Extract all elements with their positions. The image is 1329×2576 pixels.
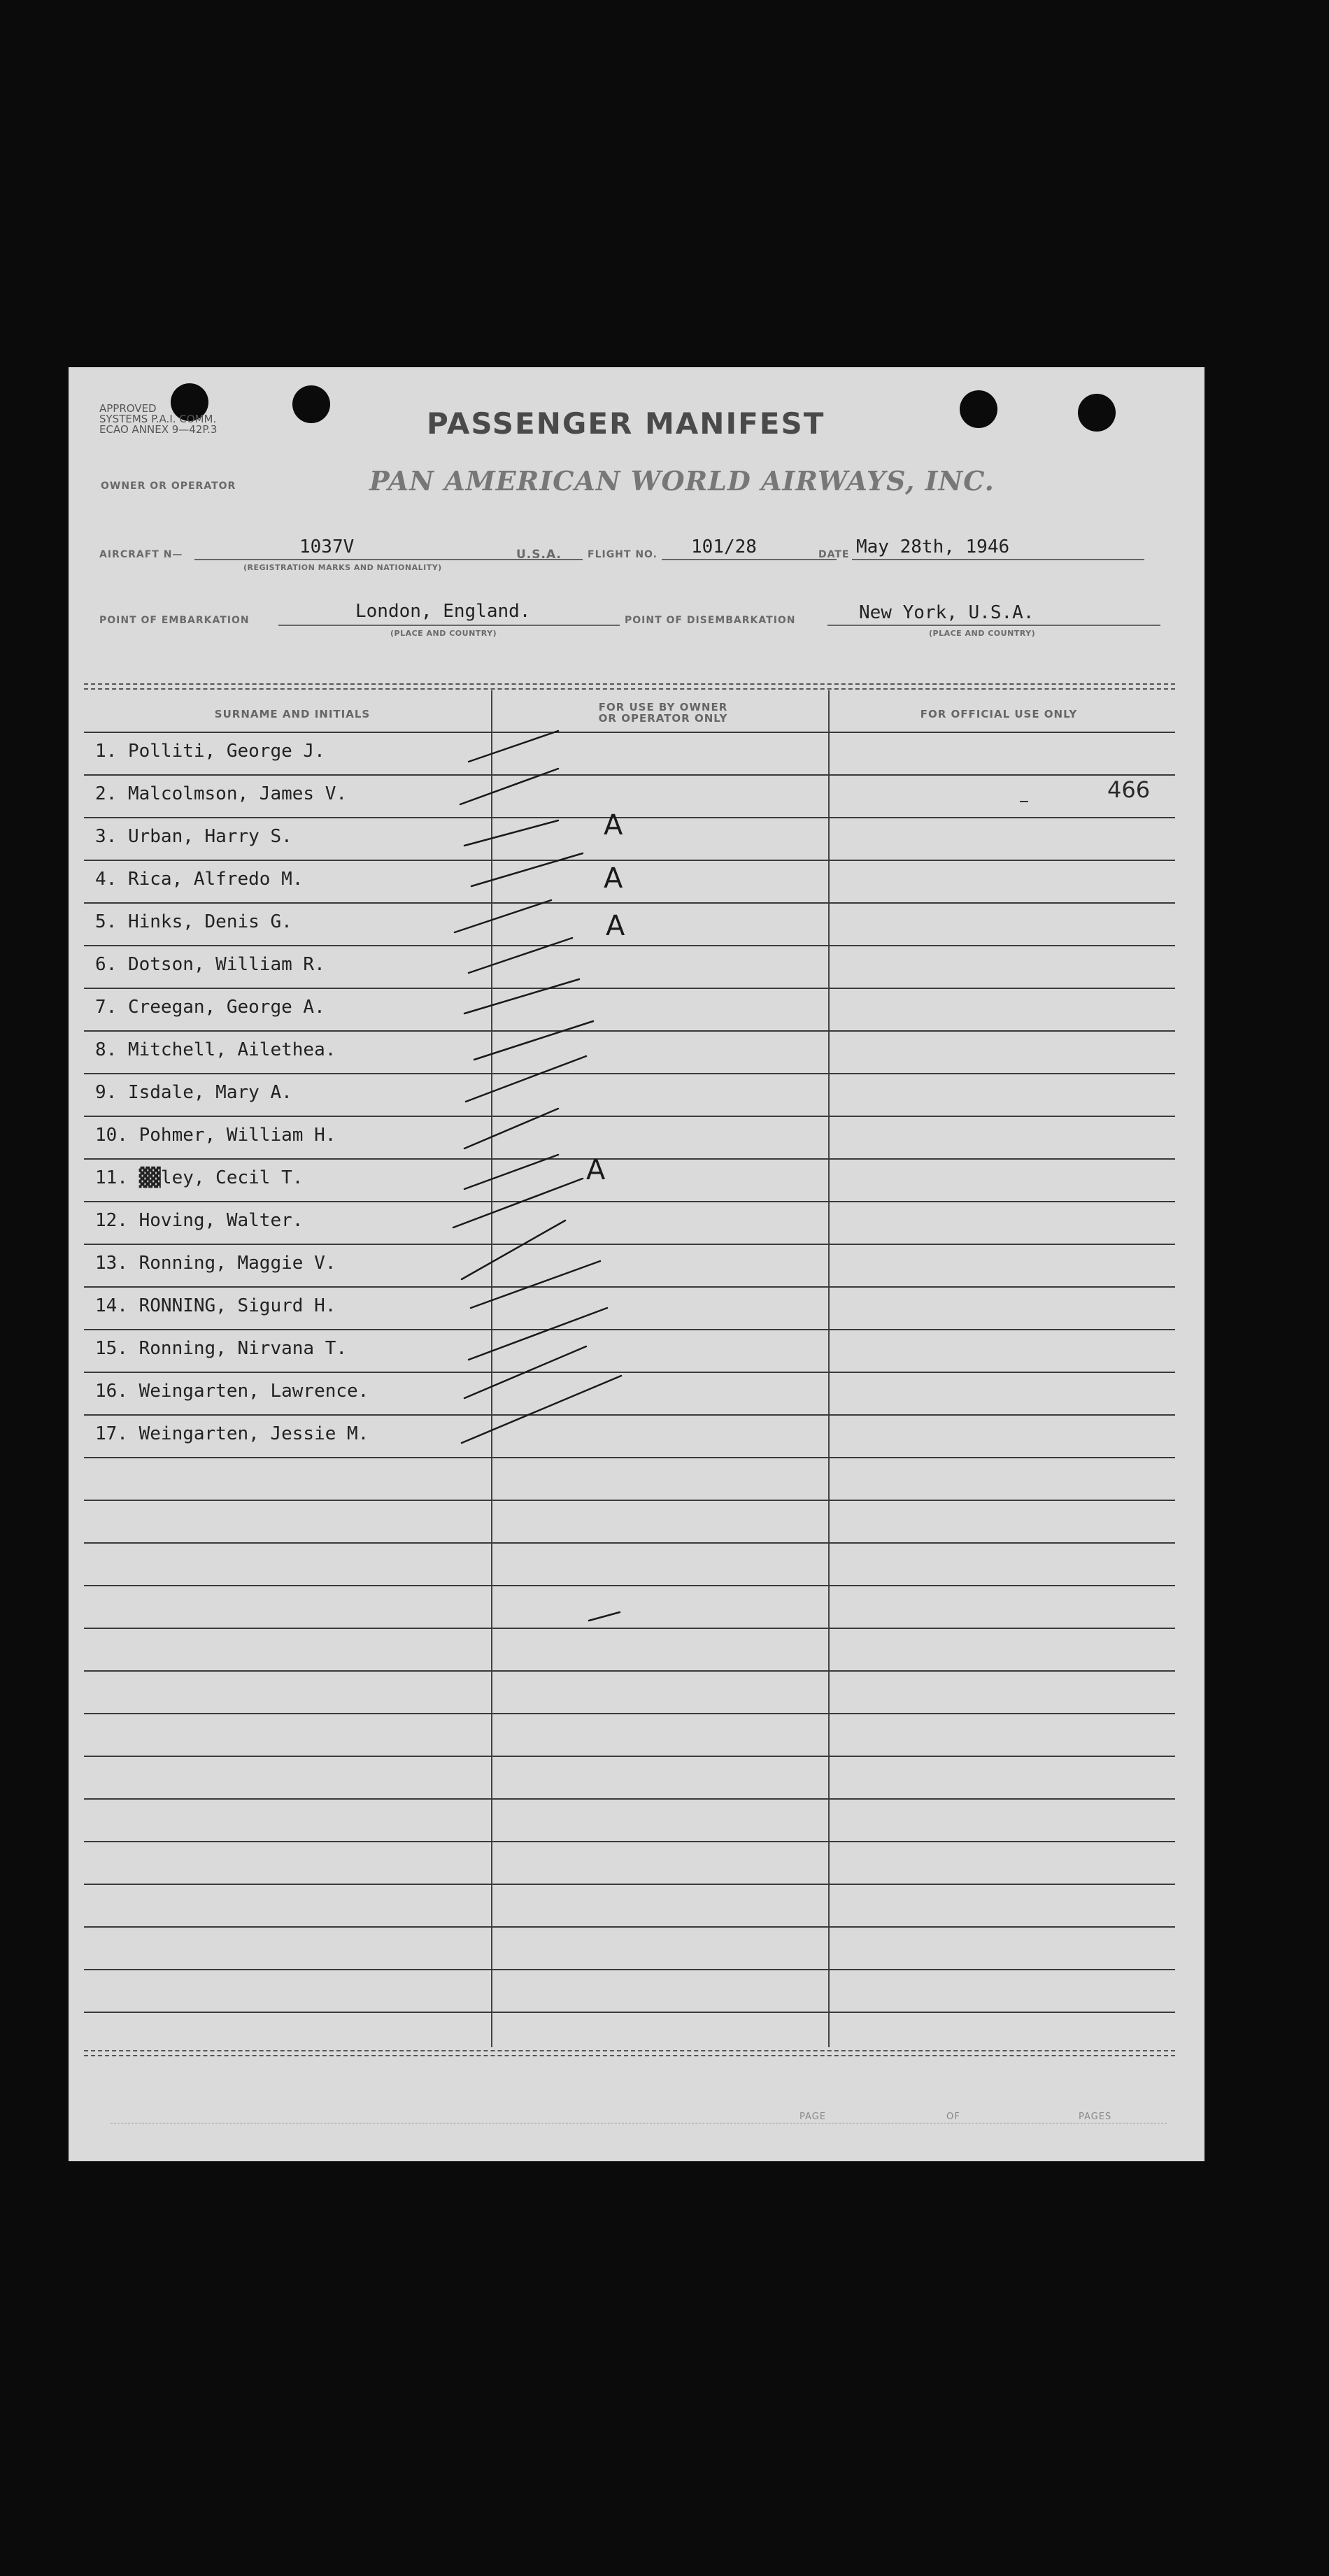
aircraft-value: 1037V bbox=[299, 536, 355, 557]
column-header-official-use: FOR OFFICIAL USE ONLY bbox=[920, 708, 1078, 720]
aircraft-label: AIRCRAFT N— bbox=[99, 549, 183, 560]
embarkation-label: POINT OF EMBARKATION bbox=[99, 615, 250, 626]
handwritten-check-marks bbox=[69, 367, 1204, 2161]
passenger-row: 4. Rica, Alfredo M. bbox=[95, 869, 304, 890]
handwritten-mark: A bbox=[606, 910, 625, 942]
flight-label: FLIGHT NO. bbox=[588, 549, 658, 560]
passenger-row: 1. Polliti, George J. bbox=[95, 741, 325, 762]
passenger-row: 16. Weingarten, Lawrence. bbox=[95, 1381, 369, 1402]
column-header-surname: SURNAME AND INITIALS bbox=[214, 708, 371, 720]
footer-page-label: PAGE bbox=[799, 2112, 826, 2122]
passenger-row: 7. Creegan, George A. bbox=[95, 997, 325, 1018]
embarkation-sublabel: (PLACE AND COUNTRY) bbox=[390, 629, 497, 638]
aircraft-sublabel: (REGISTRATION MARKS AND NATIONALITY) bbox=[243, 563, 442, 572]
disembarkation-label: POINT OF DISEMBARKATION bbox=[625, 615, 796, 626]
passenger-row: 15. Ronning, Nirvana T. bbox=[95, 1338, 348, 1359]
passenger-row: 5. Hinks, Denis G. bbox=[95, 911, 292, 932]
passenger-row: 14. RONNING, Sigurd H. bbox=[95, 1295, 336, 1316]
column-header-owner-use: FOR USE BY OWNER OR OPERATOR ONLY bbox=[598, 701, 728, 725]
date-label: DATE bbox=[818, 549, 850, 560]
passenger-row: 11. ▓▓ley, Cecil T. bbox=[95, 1167, 304, 1188]
passenger-row: 12. Hoving, Walter. bbox=[95, 1210, 304, 1231]
passenger-row: 9. Isdale, Mary A. bbox=[95, 1082, 292, 1103]
approval-note: APPROVED SYSTEMS P.A.I. COMM. ECAO ANNEX 9—42P.3 bbox=[99, 402, 218, 436]
passenger-row: 17. Weingarten, Jessie M. bbox=[95, 1423, 369, 1444]
usa-label: U.S.A. bbox=[516, 548, 562, 562]
passenger-row: 2. Malcolmson, James V. bbox=[95, 783, 348, 804]
passenger-row: 6. Dotson, William R. bbox=[95, 954, 325, 975]
embarkation-value: London, England. bbox=[355, 601, 531, 622]
handwritten-mark: A bbox=[604, 809, 623, 841]
passenger-row: 3. Urban, Harry S. bbox=[95, 826, 292, 847]
disembarkation-value: New York, U.S.A. bbox=[859, 602, 1035, 623]
passenger-row: 8. Mitchell, Ailethea. bbox=[95, 1039, 336, 1060]
footer-of-label: OF bbox=[946, 2112, 960, 2122]
owner-value: PAN AMERICAN WORLD AIRWAYS, INC. bbox=[369, 465, 995, 497]
page-title: PASSENGER MANIFEST bbox=[427, 406, 825, 441]
handwritten-mark: A bbox=[604, 862, 623, 895]
manifest-paper bbox=[69, 367, 1204, 2161]
handwritten-mark: A bbox=[586, 1154, 606, 1186]
passenger-row: 10. Pohmer, William H. bbox=[95, 1125, 336, 1146]
footer-pages-label: PAGES bbox=[1079, 2112, 1112, 2122]
disembarkation-sublabel: (PLACE AND COUNTRY) bbox=[929, 629, 1036, 638]
owner-label: OWNER OR OPERATOR bbox=[101, 481, 236, 492]
passenger-row: 13. Ronning, Maggie V. bbox=[95, 1253, 336, 1274]
date-value: May 28th, 1946 bbox=[856, 536, 1010, 557]
official-number: 466 bbox=[1107, 776, 1151, 803]
flight-value: 101/28 bbox=[691, 536, 757, 557]
